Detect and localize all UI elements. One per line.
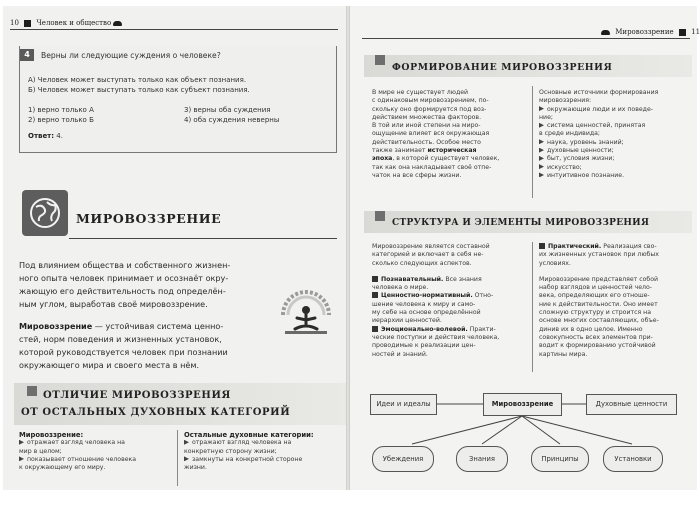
structure-right-column (539, 243, 695, 359)
aspect-name: Ценностно-нормативный. (381, 292, 473, 300)
meditation-icon (273, 285, 339, 343)
column-divider (532, 86, 533, 198)
aspect-text: ностей и знаний. (372, 350, 428, 358)
spacer (372, 268, 529, 276)
aspect-text: человека о мире. (372, 284, 429, 292)
aspect-text: иерархии ценностей. (372, 317, 442, 325)
summary-line: набор взглядов и ценностей чело- (539, 284, 652, 292)
option-1: 1) верно только А (28, 106, 94, 114)
diagram-principles: Принципы (531, 446, 589, 472)
structure-intro-line: Мировоззрение является составной (372, 243, 490, 250)
sources-title: Основные источники формирования (539, 89, 659, 96)
aspect-text: ческие поступки и действия человека, (372, 333, 500, 341)
intro-line: Под влиянием общества и собственного жизнен- (19, 260, 231, 270)
epoch-emphasis: эпоха (372, 155, 393, 163)
formation-text-part: , в которой существует человек, (392, 155, 500, 163)
aspect-text: их жизненных установок при любых (539, 251, 659, 259)
diagram-top-left: Идеи и идеалы (370, 394, 437, 415)
source-text: искусство; (547, 163, 582, 171)
square-icon (679, 29, 686, 36)
bullet-icon (539, 156, 544, 161)
formation-line: В мире не существует людей (372, 89, 469, 96)
bullet-icon (539, 106, 544, 111)
aspect-item (372, 276, 529, 284)
bullet-icon (184, 456, 189, 461)
aspect-name: Практический. (548, 243, 602, 250)
banner-line-2: ОТ ОСТАЛЬНЫХ ДУХОВНЫХ КАТЕГОРИЙ (21, 407, 291, 418)
formation-line: чаток на все сферы жизни. (372, 171, 462, 179)
source-text: духовные ценности; (547, 147, 614, 155)
header-rule (10, 29, 338, 30)
formation-line: действием множества факторов. (372, 113, 482, 121)
question-box (19, 46, 337, 153)
aspect-text: условиях. (539, 259, 571, 267)
aspect-text: Все знания (443, 275, 482, 283)
compare-text: мир в целом; (19, 447, 62, 455)
formation-line: скольку оно формируется под воз- (372, 105, 487, 113)
formation-line: ощущение влияет вся окружающая (372, 130, 490, 138)
bullet-icon (539, 164, 544, 169)
summary-line: Мировоззрение представляет собой (539, 275, 659, 283)
question-number: 4 (20, 49, 34, 61)
bullet-icon (19, 440, 24, 445)
running-title: Мировоззрение (615, 28, 674, 36)
bullet-icon (372, 292, 378, 298)
aspect-text: Реализация сво- (601, 243, 657, 250)
definition-line: окружающего мира и своего места в нём. (19, 360, 200, 370)
historical-emphasis: историческая (427, 147, 477, 155)
intro-line: ного опыта человек принимает и осознаёт окру- (19, 273, 229, 283)
source-text: в среде индивида; (539, 130, 600, 138)
column-divider (532, 242, 533, 372)
source-text: ние; (539, 113, 553, 121)
question-prompt: Верны ли следующие суждения о человеке? (41, 51, 221, 60)
summary-line: основе многих составляющих, объе- (539, 317, 659, 325)
answer-value: 4. (56, 132, 63, 140)
compare-right-item (184, 439, 342, 447)
square-icon (375, 211, 385, 221)
source-item (539, 122, 695, 130)
answer (28, 132, 63, 141)
spacer (539, 268, 695, 276)
column-divider (177, 430, 178, 486)
section-title: МИРОВОЗЗРЕНИЕ (76, 211, 222, 226)
structure-intro-line: категорией и включает в себя не- (372, 251, 484, 259)
compare-text: конкретную сторону жизни; (184, 447, 277, 455)
square-icon (375, 55, 385, 65)
formation-line: с одинаковым мировоззрением, по- (372, 97, 489, 105)
summary-line: века, определяющих его отноше- (539, 292, 650, 300)
aspect-name: Познавательный. (381, 275, 444, 283)
aspect-text: Практи- (467, 325, 496, 333)
source-text: быт, условия жизни; (547, 155, 615, 163)
diagram-center: Мировоззрение (483, 393, 562, 416)
square-icon (27, 386, 37, 396)
compare-text: жизни. (184, 464, 207, 472)
diagram-beliefs: Убеждения (372, 446, 434, 472)
aspect-item (372, 292, 529, 300)
page-number: 10 (10, 19, 19, 27)
compare-right-item (184, 456, 342, 464)
option-2: 2) верно только Б (28, 116, 94, 124)
structure-intro-line: сколько следующих аспектов. (372, 259, 472, 267)
answer-label: Ответ: (28, 132, 55, 140)
aspect-text: шение человека к миру и само- (372, 300, 476, 308)
diagram-top-right: Духовные ценности (586, 394, 677, 415)
option-3: 3) верны оба суждения (184, 106, 271, 114)
source-text: интуитивное познание. (547, 171, 625, 179)
right-page (350, 6, 700, 490)
compare-text: замкнуты на конкретной стороне (192, 455, 303, 463)
source-item (539, 172, 695, 180)
compare-text: отражают взгляд человека на (192, 439, 292, 447)
cloud-icon (113, 21, 122, 26)
summary-line: ние к действительности. Оно имеет (539, 300, 658, 308)
formation-text (372, 89, 529, 180)
compare-text: к окружающему его миру. (19, 464, 106, 472)
formation-line (372, 155, 529, 163)
header-rule (362, 38, 690, 39)
definition-line: стей, норм поведения и жизненных установок, (19, 334, 222, 344)
cloud-icon (601, 30, 610, 35)
source-text: наука, уровень знаний; (547, 138, 624, 146)
intro-line: ным углом, выработав своё мировоззрение. (19, 299, 208, 309)
structure-title: СТРУКТУРА И ЭЛЕМЕНТЫ МИРОВОЗЗРЕНИЯ (392, 218, 650, 228)
source-item (539, 164, 695, 172)
source-item (539, 106, 695, 114)
globe-icon (22, 190, 68, 236)
definition-line: — устойчивая система ценно- (92, 321, 224, 331)
source-item (539, 155, 695, 163)
compare-worldview (19, 431, 174, 472)
left-page (3, 6, 346, 490)
page-number: 11 (691, 28, 700, 36)
compare-left-item (19, 439, 174, 447)
running-title: Человек и общество (36, 19, 112, 27)
bullet-icon (19, 456, 24, 461)
formation-sources (539, 89, 695, 180)
formation-text-part: также занимает (372, 147, 428, 155)
bullet-icon (539, 243, 545, 249)
bullet-icon (372, 326, 378, 332)
compare-left-item (19, 456, 174, 464)
compare-right-title: Остальные духовные категории: (184, 431, 314, 439)
aspect-text: му себе на основе определённой (372, 309, 481, 317)
sources-title: мировоззрения: (539, 97, 592, 105)
formation-line: действительность. Особое место (372, 138, 481, 146)
bullet-icon (184, 440, 189, 445)
definition-line: которой руководствуется человек при познании (19, 347, 228, 357)
compare-left-title: Мировоззрение: (19, 431, 84, 439)
definition-paragraph (19, 320, 281, 372)
compare-text: отражает взгляд человека на (27, 439, 125, 447)
summary-line: совокупность всех элементов при- (539, 333, 653, 341)
statement-b: Б) Человек может выступать только как субъект познания. (28, 86, 250, 94)
diagram-knowledge: Знания (456, 446, 508, 472)
formation-line: В той или иной степени на миро- (372, 122, 481, 130)
bullet-icon (539, 148, 544, 153)
summary-line: динив их в одно целое. Именно (539, 325, 643, 333)
statement-a: А) Человек может выступать только как объект познания. (28, 76, 247, 84)
square-icon (24, 20, 31, 27)
source-item (539, 139, 695, 147)
formation-line: так как она накладывает своё отпе- (372, 163, 492, 171)
structure-left-column (372, 243, 529, 359)
formation-title: ФОРМИРОВАНИЕ МИРОВОЗЗРЕНИЯ (392, 62, 613, 73)
aspect-text: проводимые к реализации цен- (372, 342, 476, 350)
option-4: 4) оба суждения неверны (184, 116, 280, 124)
source-text: система ценностей, принятая (547, 122, 646, 130)
compare-text: показывает отношение человека (27, 455, 137, 463)
book-spread (3, 6, 700, 490)
summary-line: картины мира. (539, 350, 588, 358)
diagram-attitudes: Установки (603, 446, 663, 472)
left-running-header (10, 19, 122, 27)
summary-line: водит к формированию устойчивой (539, 342, 656, 350)
definition-term: Мировоззрение (19, 321, 93, 331)
bullet-icon (539, 123, 544, 128)
banner-line-1: ОТЛИЧИЕ МИРОВОЗЗРЕНИЯ (43, 390, 231, 401)
bullet-icon (539, 139, 544, 144)
compare-other-categories (184, 431, 342, 472)
aspect-name: Эмоционально-волевой. (381, 325, 468, 333)
source-text: окружающие люди и их поведе- (547, 105, 653, 113)
aspect-item (372, 326, 529, 334)
bullet-icon (372, 276, 378, 282)
summary-line: сложную структуру и строится на (539, 309, 652, 317)
aspect-text: Отно- (472, 292, 494, 300)
bullet-icon (539, 172, 544, 177)
section-title-rule (69, 238, 337, 239)
intro-line: жающую его действительность под определён- (19, 286, 226, 296)
right-running-header (601, 28, 700, 36)
